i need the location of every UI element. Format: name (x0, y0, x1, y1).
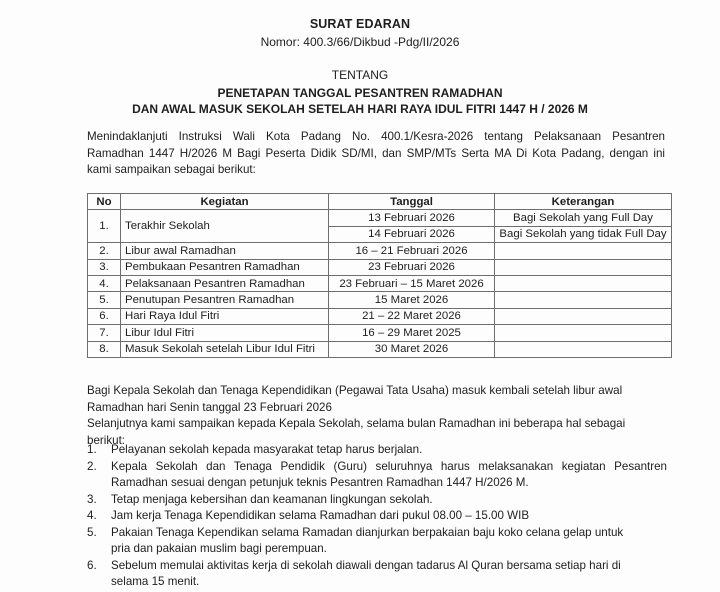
header-no: No (88, 194, 121, 210)
cell-keterangan (495, 325, 672, 341)
cell-kegiatan: Pelaksanaan Pesantren Ramadhan (121, 275, 329, 291)
cell-tanggal: 30 Maret 2026 (329, 341, 495, 357)
cell-no: 4. (88, 275, 121, 291)
cell-kegiatan: Penutupan Pesantren Ramadhan (121, 292, 329, 308)
list-item (87, 558, 667, 591)
cell-keterangan (495, 243, 672, 259)
cell-keterangan: Bagi Sekolah yang tidak Full Day (495, 226, 672, 242)
cell-no: 8. (88, 341, 121, 357)
list-text: Kepala Sekolah dan Tenaga Pendidik (Guru) seluruhnya harus melaksanakan kegiatan Pesantren (111, 459, 667, 473)
intro-paragraph (87, 129, 665, 179)
table-header-row (88, 194, 672, 210)
list-item (87, 508, 667, 525)
list-number: 3. (87, 492, 97, 506)
list-text: pria dan pakaian muslim bagi perempuan. (111, 542, 327, 555)
cell-keterangan (495, 341, 672, 357)
cell-keterangan (495, 275, 672, 291)
paragraph-line: Bagi Kepala Sekolah dan Tenaga Kependidikan (Pegawai Tata Usaha) masuk kembali setelah libur awal (87, 384, 623, 397)
list-number: 2. (87, 459, 97, 473)
intro-line: Menindaklanjuti Instruksi Wali Kota Padang No. 400.1/Kesra-2026 tentang Pelaksanaan Pesantren (87, 130, 665, 143)
paragraph-line: Ramadhan hari Senin tanggal 23 Februari 2026 (87, 400, 332, 414)
table-row (88, 210, 672, 226)
cell-tanggal: 16 – 21 Februari 2026 (329, 243, 495, 259)
table-row (88, 275, 672, 291)
list-text: Ramadhan sesuai dengan petunjuk teknis Pesantren Ramadhan 1447 H/2026 M. (111, 476, 529, 489)
list-item (87, 525, 667, 558)
list-text: Tetap menjaga kebersihan dan keamanan lingkungan sekolah. (111, 492, 433, 506)
cell-tanggal: 23 Februari – 15 Maret 2026 (329, 275, 495, 291)
list-item (87, 492, 667, 509)
list-item (87, 442, 667, 459)
header-tanggal: Tanggal (329, 194, 495, 210)
cell-tanggal: 23 Februari 2026 (329, 259, 495, 275)
intro-line: kami sampaikan sebagai berikut: (87, 163, 256, 176)
header-keterangan: Keterangan (495, 194, 672, 210)
cell-kegiatan: Pembukaan Pesantren Ramadhan (121, 259, 329, 275)
cell-keterangan (495, 292, 672, 308)
instruction-list (87, 442, 667, 591)
paragraph-line: Selanjutnya kami sampaikan kepada Kepala Sekolah, selama bulan Ramadhan ini beberapa hal sebagai (87, 417, 626, 430)
list-item (87, 459, 667, 492)
subject-line-1: PENETAPAN TANGGAL PESANTREN RAMADHAN (217, 86, 503, 100)
list-text: Jam kerja Tenaga Kependidikan selama Ramadhan dari pukul 08.00 – 15.00 WIB (111, 509, 530, 522)
list-number: 4. (87, 509, 97, 522)
cell-kegiatan: Libur awal Ramadhan (121, 243, 329, 259)
table-row (88, 325, 672, 341)
cell-no: 2. (88, 243, 121, 259)
cell-kegiatan: Masuk Sekolah setelah Libur Idul Fitri (121, 341, 329, 357)
list-number: 6. (87, 558, 97, 572)
cell-no: 7. (88, 325, 121, 341)
table-row (88, 341, 672, 357)
cell-tanggal: 16 – 29 Maret 2025 (329, 325, 495, 341)
document-title: SURAT EDARAN (309, 17, 411, 31)
list-text: Sebelum memulai aktivitas kerja di sekolah diawali dengan tadarus Al Quran bersama setiap hari di (111, 558, 621, 572)
cell-no: 6. (88, 308, 121, 324)
schedule-table (87, 193, 672, 358)
list-number: 5. (87, 525, 97, 539)
cell-tanggal: 14 Februari 2026 (329, 226, 495, 242)
document-number: Nomor: 400.3/66/Dikbud -Pdg/II/2026 (260, 35, 460, 49)
staff-return-paragraph (87, 383, 665, 416)
cell-no: 3. (88, 259, 121, 275)
list-text: selama 15 menit. (111, 575, 200, 588)
table-row (88, 308, 672, 324)
cell-keterangan: Bagi Sekolah yang Full Day (495, 210, 672, 226)
subject-line-2: DAN AWAL MASUK SEKOLAH SETELAH HARI RAYA IDUL FITRI 1447 H / 2026 M (132, 102, 588, 116)
table-row (88, 292, 672, 308)
table-row (88, 259, 672, 275)
cell-no: 1. (88, 210, 121, 243)
cell-tanggal: 15 Maret 2026 (329, 292, 495, 308)
cell-keterangan (495, 308, 672, 324)
tentang-label: TENTANG (331, 68, 389, 82)
header-kegiatan: Kegiatan (121, 194, 329, 210)
table-row (88, 243, 672, 259)
cell-keterangan (495, 259, 672, 275)
list-text: Pakaian Tenaga Kependikan selama Ramadan dianjurkan berpakaian baju koko celana gelap untuk (111, 525, 624, 539)
cell-no: 5. (88, 292, 121, 308)
paragraph-line: berikut: (87, 433, 126, 447)
cell-tanggal: 21 – 22 Maret 2026 (329, 308, 495, 324)
list-number: 1. (87, 443, 97, 456)
list-text: Pelayanan sekolah kepada masyarakat tetap harus berjalan. (111, 443, 423, 456)
cell-kegiatan: Terakhir Sekolah (121, 210, 329, 243)
intro-line: Ramadhan 1447 H/2026 M Bagi Peserta Didik SD/MI, dan SMP/MTs Serta MA Di Kota Padang, dengan ini (87, 146, 665, 160)
cell-kegiatan: Libur Idul Fitri (121, 325, 329, 341)
cell-kegiatan: Hari Raya Idul Fitri (121, 308, 329, 324)
cell-tanggal: 13 Februari 2026 (329, 210, 495, 226)
